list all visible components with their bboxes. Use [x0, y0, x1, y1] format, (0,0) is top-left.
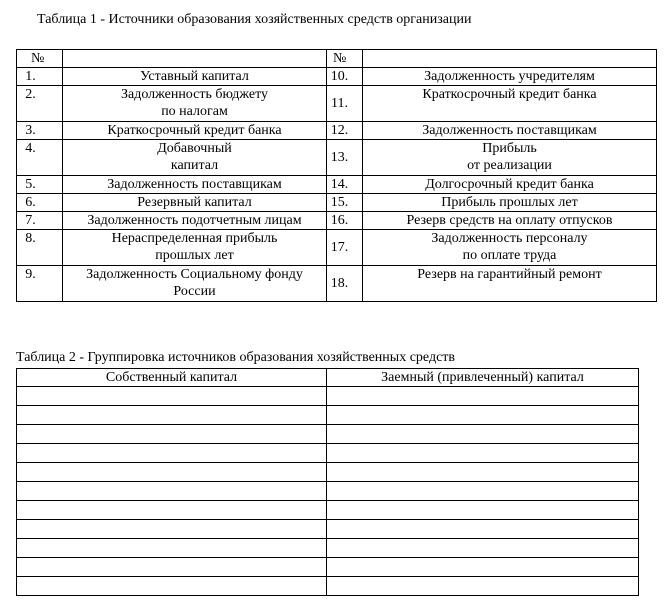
row-num-left: 2. — [17, 86, 63, 122]
empty-cell — [17, 577, 327, 596]
row-item-left: Задолженность поставщикам — [63, 176, 327, 194]
table-row — [17, 425, 639, 444]
row-item-left: Резервный капитал — [63, 194, 327, 212]
empty-cell — [327, 425, 639, 444]
empty-cell — [17, 520, 327, 539]
row-item-left: Нераспределенная прибыль прошлых лет — [63, 230, 327, 266]
table-row — [17, 482, 639, 501]
row-num-right: 18. — [327, 266, 363, 302]
row-num-right: 16. — [327, 212, 363, 230]
row-num-left: 1. — [17, 68, 63, 86]
row-item-right: Задолженность учредителям — [363, 68, 657, 86]
row-item-left: Уставный капитал — [63, 68, 327, 86]
empty-cell — [17, 444, 327, 463]
table1-caption: Таблица 1 - Источники образования хозяйственных средств организации — [37, 12, 472, 27]
table-row — [17, 194, 657, 212]
table-row — [17, 387, 639, 406]
grouping-table — [16, 368, 639, 596]
row-num-right: 10. — [327, 68, 363, 86]
row-num-left: 3. — [17, 122, 63, 140]
header-num-left: № — [17, 50, 63, 68]
empty-cell — [327, 463, 639, 482]
row-item-left: Задолженность подотчетным лицам — [63, 212, 327, 230]
row-item-right: Резерв средств на оплату отпусков — [363, 212, 657, 230]
table-row — [17, 406, 639, 425]
col-borrowed-capital: Заемный (привлеченный) капитал — [327, 369, 639, 387]
table-row — [17, 444, 639, 463]
empty-cell — [17, 501, 327, 520]
table-row — [17, 176, 657, 194]
row-num-right: 14. — [327, 176, 363, 194]
table-row — [17, 577, 639, 596]
row-item-right: Прибыль прошлых лет — [363, 194, 657, 212]
empty-cell — [17, 387, 327, 406]
empty-cell — [327, 539, 639, 558]
header-item-right — [363, 50, 657, 68]
table-row — [17, 558, 639, 577]
table-row — [17, 212, 657, 230]
row-num-left: 6. — [17, 194, 63, 212]
row-num-left: 7. — [17, 212, 63, 230]
row-item-right: Прибыль от реализации — [363, 140, 657, 176]
sources-table — [16, 49, 657, 302]
empty-cell — [327, 577, 639, 596]
row-item-right: Долгосрочный кредит банка — [363, 176, 657, 194]
empty-cell — [17, 482, 327, 501]
row-num-left: 9. — [17, 266, 63, 302]
empty-cell — [17, 463, 327, 482]
empty-cell — [327, 444, 639, 463]
row-num-right: 12. — [327, 122, 363, 140]
row-num-left: 4. — [17, 140, 63, 176]
empty-cell — [327, 406, 639, 425]
empty-cell — [17, 406, 327, 425]
row-item-left: Задолженность бюджету по налогам — [63, 86, 327, 122]
table2-caption: Таблица 2 - Группировка источников образования хозяйственных средств — [16, 350, 456, 365]
row-item-left: Задолженность Социальному фонду России — [63, 266, 327, 302]
row-num-right: 11. — [327, 86, 363, 122]
empty-cell — [17, 558, 327, 577]
table-row — [17, 501, 639, 520]
table-row — [17, 122, 657, 140]
table-row — [17, 230, 657, 266]
table-row — [17, 86, 657, 122]
row-item-right: Задолженность поставщикам — [363, 122, 657, 140]
empty-cell — [327, 482, 639, 501]
row-item-left: Добавочный капитал — [63, 140, 327, 176]
table-header-row — [17, 50, 657, 68]
row-item-right: Резерв на гарантийный ремонт — [363, 266, 657, 302]
table-row — [17, 463, 639, 482]
table-header-row — [17, 369, 639, 387]
col-own-capital: Собственный капитал — [17, 369, 327, 387]
row-item-right: Краткосрочный кредит банка — [363, 86, 657, 122]
table-row — [17, 140, 657, 176]
empty-cell — [327, 520, 639, 539]
row-item-right: Задолженность персоналу по оплате труда — [363, 230, 657, 266]
table-row — [17, 68, 657, 86]
empty-cell — [327, 501, 639, 520]
row-item-left: Краткосрочный кредит банка — [63, 122, 327, 140]
row-num-right: 13. — [327, 140, 363, 176]
table-row — [17, 539, 639, 558]
empty-cell — [327, 558, 639, 577]
table-row — [17, 266, 657, 302]
row-num-left: 8. — [17, 230, 63, 266]
empty-cell — [327, 387, 639, 406]
row-num-right: 15. — [327, 194, 363, 212]
header-item-left — [63, 50, 327, 68]
row-num-left: 5. — [17, 176, 63, 194]
row-num-right: 17. — [327, 230, 363, 266]
empty-cell — [17, 425, 327, 444]
table-row — [17, 520, 639, 539]
empty-cell — [17, 539, 327, 558]
header-num-right: № — [327, 50, 363, 68]
